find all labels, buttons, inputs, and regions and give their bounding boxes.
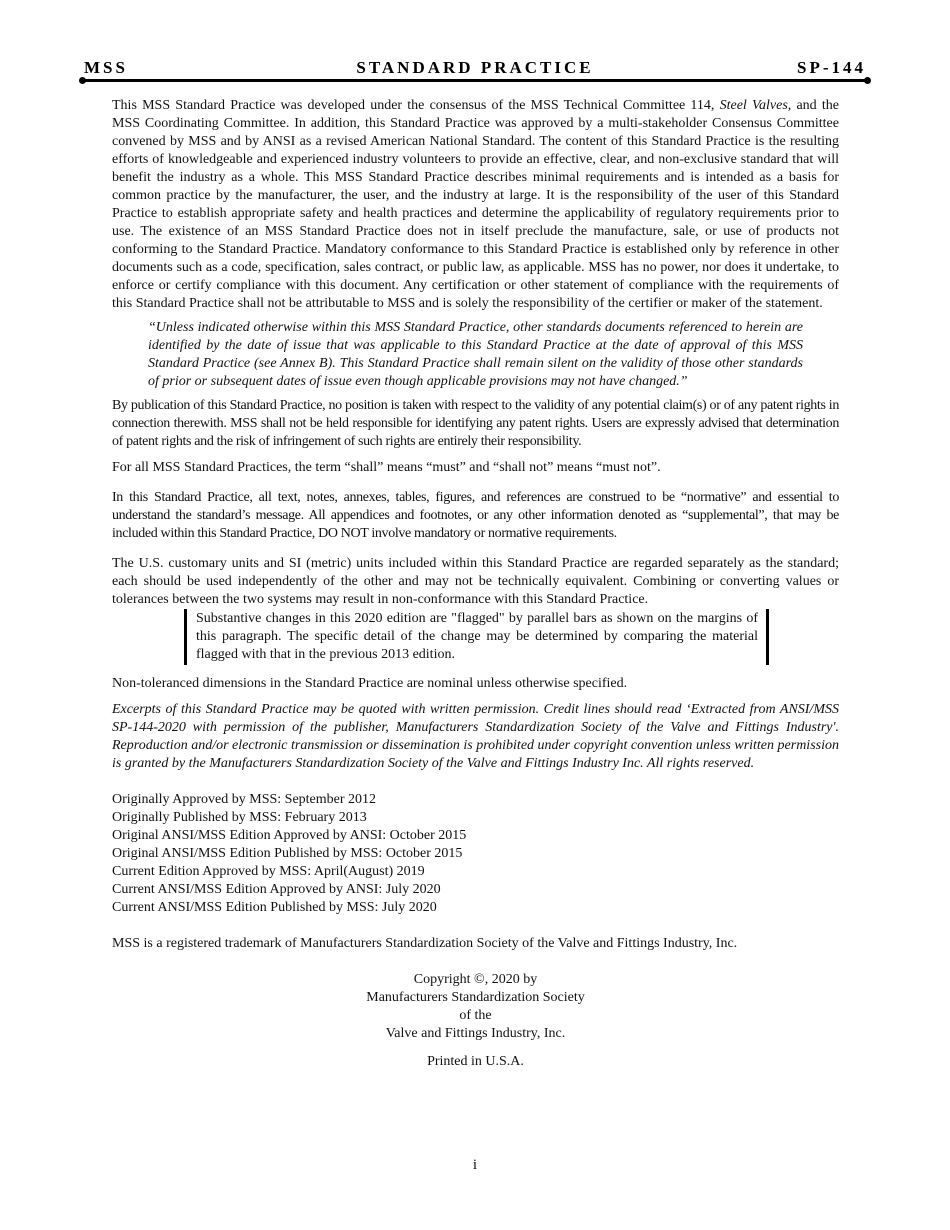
approval-history [112,791,839,917]
nontoleranced-note: Non-toleranced dimensions in the Standard Practice are nominal unless otherwise specified. [112,676,628,691]
printed-in: Printed in U.S.A. [427,1054,524,1069]
header-title: STANDARD PRACTICE [356,58,594,77]
patent-paragraph: By publication of this Standard Practice, no position is taken with respect to the validity of any potential claim(s) or of any patent rights in connection therewith. MSS shall not be held responsible for identifying any patent rights. Users are expressly advised that determination of patent rights and the risk of infringement of such rights are entirely their responsibility. [112,398,839,449]
trademark-notice: MSS is a registered trademark of Manufacturers Standardization Society of the Valve and Fittings Industry, Inc. [112,936,738,951]
shall-definition: For all MSS Standard Practices, the term “shall” means “must” and “shall not” means “must not”. [112,460,661,475]
committee-name: Steel Valves [719,98,788,113]
units-paragraph: The U.S. customary units and SI (metric) units included within this Standard Practice are regarded separately as the standard; each should be used independently of the other and may not be technically equivalent. Combining or converting values or tolerances between the two systems may result in non-conformance with this Standard Practice. [112,556,839,607]
history-line: Originally Approved by MSS: September 2012 [112,792,377,807]
header-doc-number: SP-144 [797,58,866,77]
history-line: Originally Published by MSS: February 2013 [112,810,367,825]
copyright-line: Copyright ©, 2020 by [413,972,538,987]
header-rule-end-dot-right [864,77,871,84]
header-rule [82,79,868,82]
flagged-changes-note: Substantive changes in this 2020 edition are "flagged" by parallel bars as shown on the margins of this paragraph. The specific detail of the change may be determined by comparing the material flagged with that in the previous 2013 edition. [184,609,769,665]
dated-references-quote: “Unless indicated otherwise within this MSS Standard Practice, other standards documents referenced to herein are identified by the date of issue that was applicable to this Standard Practice at the date of approval of this MSS Standard Practice (see Annex B). This Standard Practice shall remain silent on the validity of those other standards of prior or subsequent dates of issue even though applicable provisions may not have changed.” [148,320,803,389]
header-left: MSS [84,58,128,77]
normative-paragraph: In this Standard Practice, all text, notes, annexes, tables, figures, and references are construed to be “normative” and essential to understand the standard’s message. All appendices and footnotes, or any other information denoted as “supplemental”, that may be included within this Standard Practice, DO NOT involve mandatory or normative requirements. [112,490,839,541]
copyright-block [112,971,839,1043]
intro-paragraph [112,97,839,313]
intro-text-1: This MSS Standard Practice was developed under the consensus of the MSS Technical Committee 114, [112,98,720,113]
history-line: Original ANSI/MSS Edition Published by MSS: October 2015 [112,846,463,861]
page-header [82,58,868,80]
copyright-line: Manufacturers Standardization Society [366,990,585,1005]
header-rule-end-dot-left [79,77,86,84]
copyright-line: of the [459,1008,492,1023]
page-body [112,97,839,1071]
history-line: Current Edition Approved by MSS: April(August) 2019 [112,864,425,879]
history-line: Current ANSI/MSS Edition Approved by ANSI: July 2020 [112,882,441,897]
history-line: Original ANSI/MSS Edition Approved by ANSI: October 2015 [112,828,467,843]
history-line: Current ANSI/MSS Edition Published by MSS: July 2020 [112,900,437,915]
page-number: i [472,1157,478,1173]
intro-text-2: , and the MSS Coordinating Committee. In addition, this Standard Practice was approved by a multi-stakeholder Consensus Committee convened by MSS and by ANSI as a revised American National Standard. The content of this Standard Practice is the resulting efforts of knowledgeable and experienced industry volunteers to provide an effective, clear, and non-exclusive standard that will benefit the industry as a whole. This MSS Standard Practice describes minimal requirements and is intended as a basis for common practice by the manufacturer, the user, and the industry at large. It is the responsibility of the user of this Standard Practice to establish appropriate safety and health practices and determine the applicability of regulatory requirements prior to use. The existence of an MSS Standard Practice does not in itself preclude the manufacture, sale, or use of products not conforming to the Standard Practice. Mandatory conformance to this Standard Practice is established only by reference in other documents such as a code, specification, sales contract, or public law, as applicable. MSS has no power, nor does it undertake, to enforce or certify compliance with this document. Any certification or other statement of compliance with the requirements of this Standard Practice shall not be attributable to MSS and is solely the responsibility of the certifier or maker of the statement. [112,98,839,311]
copyright-line: Valve and Fittings Industry, Inc. [385,1026,566,1041]
excerpts-permission: Excerpts of this Standard Practice may be quoted with written permission. Credit lines should read ‘Extracted from ANSI/MSS SP-144-2020 with permission of the publisher, Manufacturers Standardization Society of the Valve and Fittings Industry'. Reproduction and/or electronic transmission or dissemination is prohibited under copyright convention unless written permission is granted by the Manufacturers Standardization Society of the Valve and Fittings Industry Inc. All rights reserved. [112,702,839,771]
